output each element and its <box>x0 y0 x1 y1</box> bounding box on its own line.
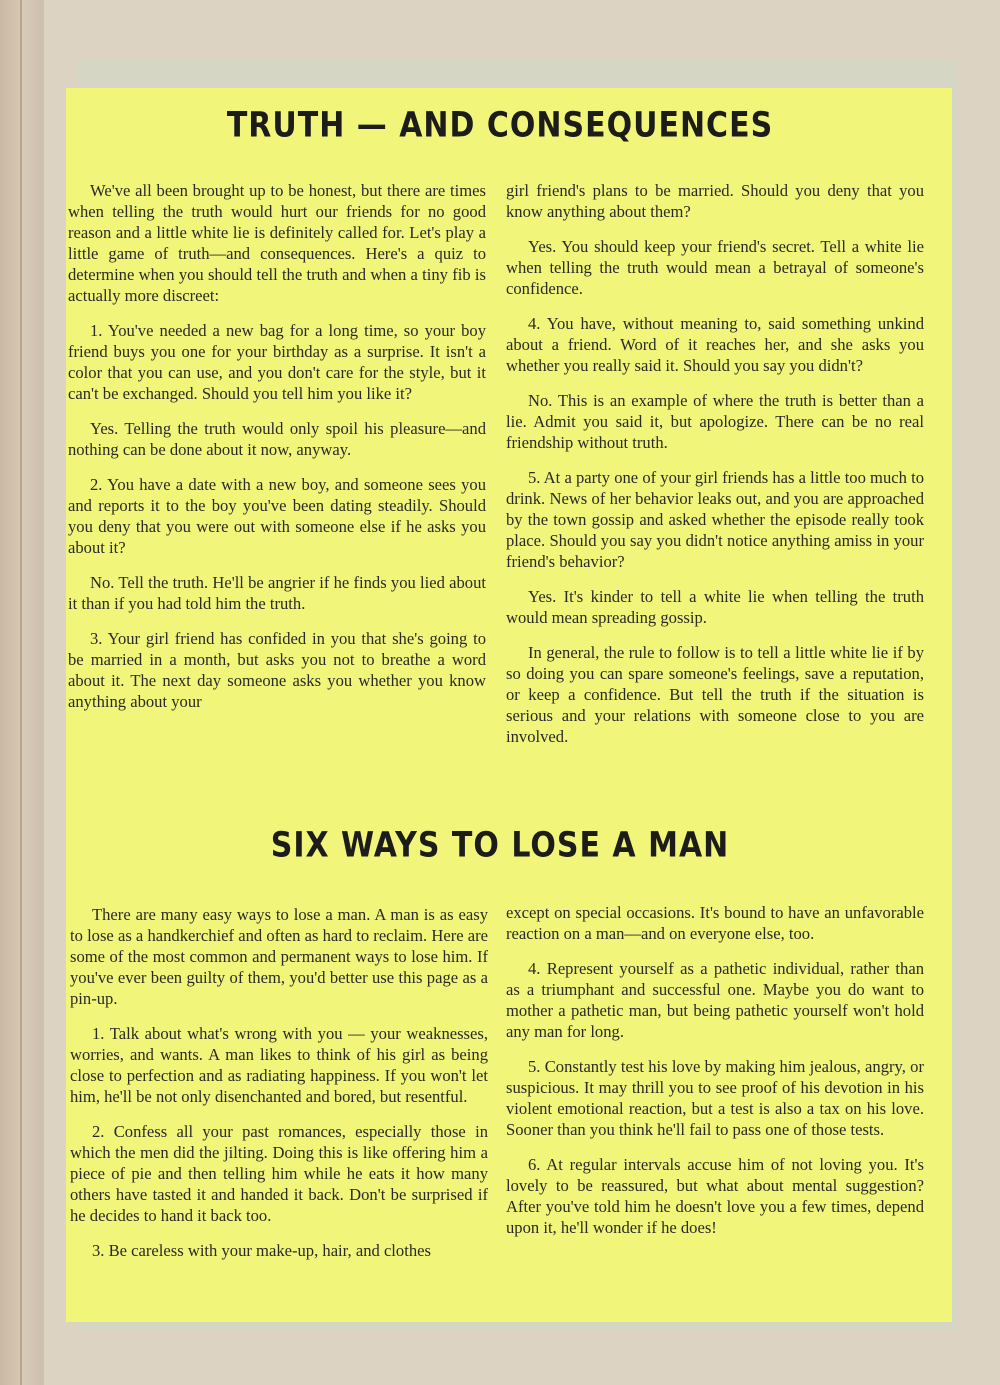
article2-paragraph-continued: except on special occasions. It's bound to have an unfavorable reaction on a man—and on everyone else, too. <box>506 903 924 943</box>
page-fold <box>20 0 22 1385</box>
article1-paragraph: Yes. It's kinder to tell a white lie when telling the truth would mean spreading gossip. <box>506 587 924 627</box>
article1-paragraph: 1. You've needed a new bag for a long time, so your boy friend buys you one for your birthday as a surprise. It isn't a color that you can use, and you don't care for the style, but it can't be exchanged. Should you tell him you like it? <box>68 321 486 403</box>
article2-title: SIX WAYS TO LOSE A MAN <box>270 825 730 866</box>
article1-right-column <box>506 180 924 761</box>
article2-paragraph: There are many easy ways to lose a man. A man is as easy to lose as a handkerchief and often as hard to reclaim. Here are some of the most common and permanent ways to lose him. If you've ever been guilty of them, you'd better use this page as a pin-up. <box>70 905 488 1008</box>
article1-paragraph: Yes. You should keep your friend's secret. Tell a white lie when telling the truth would mean a betrayal of someone's confidence. <box>506 237 924 298</box>
article1-paragraph: 5. At a party one of your girl friends has a little too much to drink. News of her behavior leaks out, and you are approached by the town gossip and asked whether the episode really took place. Should you say you didn't notice anything amiss in your friend's behavior? <box>506 468 924 571</box>
article1-paragraph: 2. You have a date with a new boy, and someone sees you and reports it to the boy you've been dating steadily. Should you deny that you were out with someone else if he asks you about it? <box>68 475 486 557</box>
article1-paragraph: We've all been brought up to be honest, but there are times when telling the truth would hurt our friends for no good reason and a little white lie is definitely called for. Let's play a little game of truth—and consequences. Here's a quiz to determine when you should tell the truth and when a tiny fib is actually more discreet: <box>68 181 486 305</box>
article2-paragraph: 5. Constantly test his love by making him jealous, angry, or suspicious. It may thrill you to see proof of his devotion in his violent emotional reaction, but a test is also a tax on his love. Sooner than you think he'll fail to pass one of those tests. <box>506 1057 924 1139</box>
article1-paragraph: Yes. Telling the truth would only spoil his pleasure—and nothing can be done about it now, anyway. <box>68 419 486 459</box>
page-gutter <box>0 0 44 1385</box>
article2-paragraph: 2. Confess all your past romances, especially those in which the men did the jilting. Doing this is like offering him a piece of pie and then telling him while he eats it how many others have tasted it and handed it back. Don't be surprised if he decides to hand it back too. <box>70 1122 488 1225</box>
article1-paragraph: No. This is an example of where the truth is better than a lie. Admit you said it, but apologize. There can be no real friendship without truth. <box>506 391 924 452</box>
article2-paragraph: 3. Be careless with your make-up, hair, and clothes <box>92 1241 431 1260</box>
article1-title: TRUTH — AND CONSEQUENCES <box>226 105 774 146</box>
article1-left-column <box>68 180 486 726</box>
article1-paragraph-continued: girl friend's plans to be married. Should you deny that you know anything about them? <box>506 181 924 221</box>
article2-left-column <box>70 904 488 1275</box>
article1-paragraph: 3. Your girl friend has confided in you that she's going to be married in a month, but asks you not to breathe a word about it. The next day someone asks you whether you know anything about your <box>68 629 486 711</box>
article2-paragraph: 4. Represent yourself as a pathetic individual, rather than as a triumphant and successful one. Maybe you do want to mother a pathetic man, but being pathetic yourself won't hold any man for long. <box>506 959 924 1041</box>
article1-paragraph: 4. You have, without meaning to, said something unkind about a friend. Word of it reaches her, and she asks you whether you really said it. Should you say you didn't? <box>506 314 924 375</box>
article2-paragraph: 1. Talk about what's wrong with you — your weaknesses, worries, and wants. A man likes to think of his girl as being close to perfection and as radiating happiness. If you won't let him, he'll be not only disenchanted and bored, but resentful. <box>70 1024 488 1106</box>
article1-paragraph: No. Tell the truth. He'll be angrier if he finds you lied about it than if you had told him the truth. <box>68 573 486 613</box>
article1-paragraph: In general, the rule to follow is to tell a little white lie if by so doing you can spare someone's feelings, save a reputation, or keep a confidence. But tell the truth if the situation is serious and your relations with someone close to you are involved. <box>506 643 924 746</box>
article2-paragraph: 6. At regular intervals accuse him of not loving you. It's lovely to be reassured, but what about mental suggestion? After you've told him he doesn't love you a few times, depend upon it, he'll wonder if he does! <box>506 1155 924 1237</box>
article2-right-column <box>506 902 924 1252</box>
